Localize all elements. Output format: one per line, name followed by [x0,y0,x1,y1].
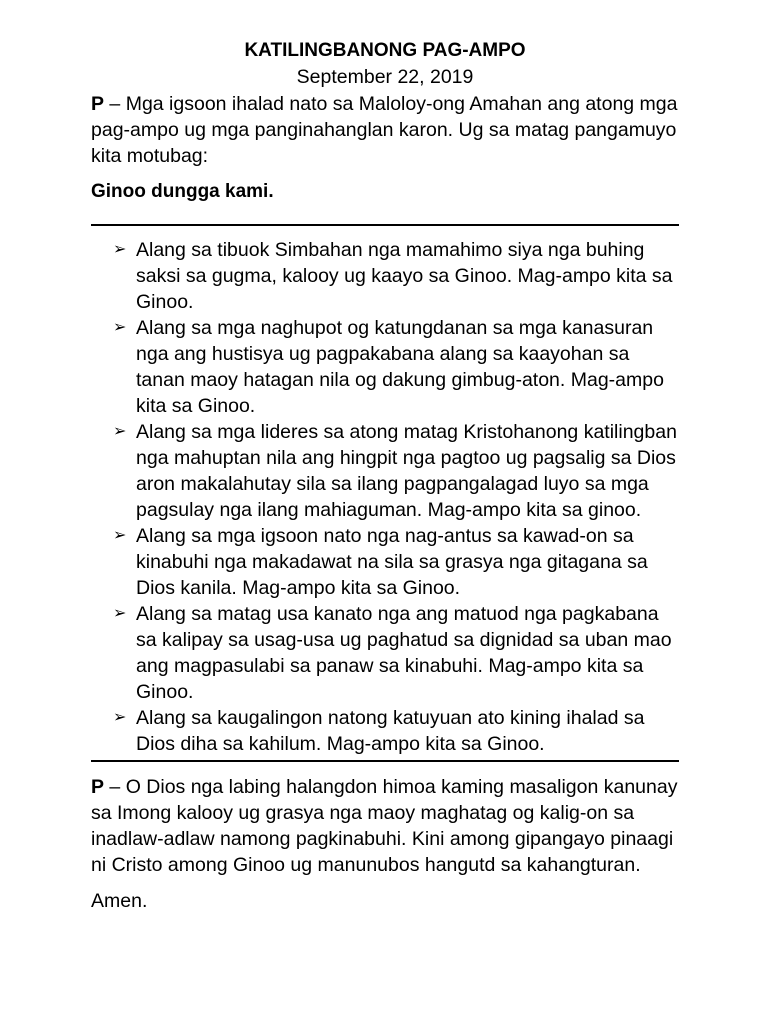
petition-item [91,419,679,523]
petition-text: Alang sa mga naghupot og katungdanan sa mga kanasuran nga ang hustisya ug pagpakabana alang sa kaayohan sa tanan maoy hatagan nila og dakung gimbug-aton. Mag-ampo kita sa Ginoo. [136,317,664,417]
petition-text: Alang sa tibuok Simbahan nga mamahimo siya nga buhing saksi sa gugma, kalooy ug kaayo sa Ginoo. Mag-ampo kita sa Ginoo. [136,239,673,313]
closing-paragraph [91,774,679,878]
divider-top [91,224,679,226]
arrow-bullet-icon: ➢ [113,423,127,440]
petition-text: Alang sa mga lideres sa atong matag Kristohanong katilingban nga mahuptan nila ang hingpit nga pagtoo ug pagsalig sa Dios aron makalahutay sila sa ilang pagpangalagad luyo sa mga pagsulay nga ilang mahiaguman. Mag-ampo kita sa ginoo. [136,421,677,521]
petition-text: Alang sa mga igsoon nato nga nag-antus sa kawad-on sa kinabuhi nga makadawat na sila sa grasya nga gitagana sa Dios kanila. Mag-ampo kita sa Ginoo. [136,525,648,599]
priest-label: P [91,93,105,115]
petition-text: Alang sa kaugalingon natong katuyuan ato kining ihalad sa Dios diha sa kahilum. Mag-ampo kita sa Ginoo. [136,707,645,755]
amen-line: Amen. [91,890,148,912]
petition-item [91,237,679,315]
intro-text: – Mga igsoon ihalad nato sa Maloloy-ong Amahan ang atong mga pag-ampo ug mga panginahanglan karon. Ug sa matag pangamuyo kita motubag: [91,93,678,167]
petition-item [91,523,679,601]
arrow-bullet-icon: ➢ [113,709,127,726]
arrow-bullet-icon: ➢ [113,241,127,258]
arrow-bullet-icon: ➢ [113,527,127,544]
petition-item [91,705,679,757]
intro-paragraph [91,91,679,169]
document-page [91,38,679,914]
closing-text: – O Dios nga labing halangdon himoa kaming masaligon kanunay sa Imong kalooy ug grasya nga maoy maghatag og kalig-on sa inadlaw-adlaw namong pagkinabuhi. Kini among gipangayo pinaagi ni Cristo among Ginoo ug manunubos hangutd sa kahangturan. [91,776,678,876]
petition-item [91,601,679,705]
petition-list [91,237,679,757]
priest-label: P [91,776,105,798]
response-line: Ginoo dungga kami. [91,181,274,202]
petition-text: Alang sa matag usa kanato nga ang matuod nga pagkabana sa kalipay sa usag-usa ug paghatud sa dignidad sa uban mao ang magpasulabi sa panaw sa kinabuhi. Mag-ampo kita sa Ginoo. [136,603,672,703]
arrow-bullet-icon: ➢ [113,605,127,622]
divider-bottom [91,760,679,762]
page-title: KATILINGBANONG PAG-AMPO [244,40,526,61]
date-line: September 22, 2019 [296,66,474,88]
arrow-bullet-icon: ➢ [113,319,127,336]
petition-item [91,315,679,419]
